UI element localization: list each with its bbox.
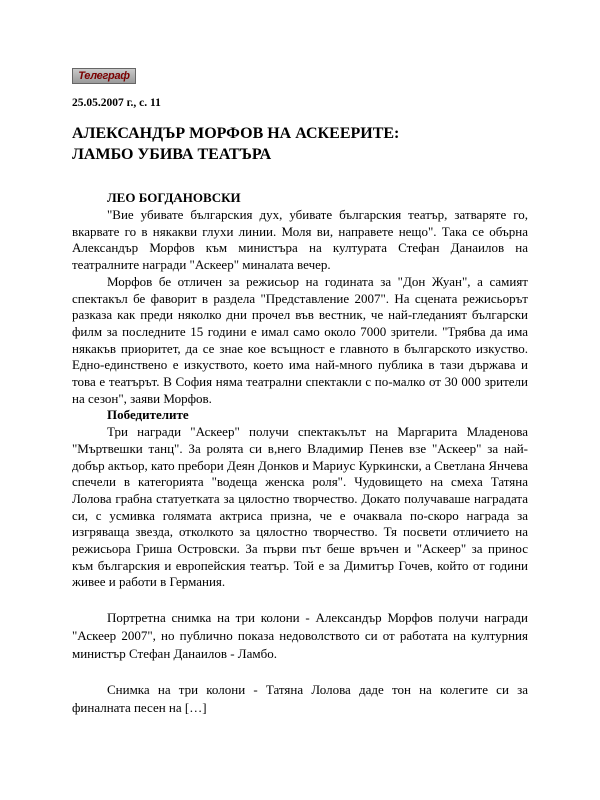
caption-1: Портретна снимка на три колони - Александър Морфов получи награди "Аскеер 2007", но публично показа недоволството си от работата на културния министър Стефан Данаилов - Ламбо. xyxy=(72,610,528,661)
logo-text: Телеграф xyxy=(78,70,130,82)
telegraf-logo xyxy=(72,68,136,84)
dateline: 25.05.2007 г., с. 11 xyxy=(72,97,161,109)
paragraph-1: "Вие убивате българския дух, убивате българския театър, затваряте го, вкарвате го в някакви глухи линии. Моля ви, направете нещо". Така се обърна Александър Морфов към министъра на културата Стефан Данаилов на театралните награди "Аскеер" миналата вечер. xyxy=(72,207,528,273)
subheading: Победителите xyxy=(107,407,189,423)
paragraph-2: Морфов бе отличен за режисьор на годината за "Дон Жуан", а самият спектакъл бе фаворит в раздела "Представление 2007". На сцената режисьорът разказа как преди няколко дни прочел във вестник, че най-гледаният български филм за последните 15 години е имал само около 7000 зрители. "Трябва да има някакъв приоритет, да се знае кое всъщност е главното в българското изкуство. Едно-единствено е изкуството, което има най-много публика в тази държава и това е театърът. В София няма театрални спектакли с по-малко от 30 000 зрители на сезон", заяви Морфов. xyxy=(72,273,528,406)
article-body xyxy=(72,207,528,591)
headline xyxy=(72,123,532,165)
headline-line-1: АЛЕКСАНДЪР МОРФОВ НА АСКЕЕРИТЕ: xyxy=(72,125,400,142)
photo-captions xyxy=(72,609,528,735)
paragraph-3: Три награди "Аскеер" получи спектакълът на Маргарита Младенова "Мъртвешки танц". За ролята си в,него Владимир Пенев взе "Аскеер" за най-добър актьор, като пребори Деян Донков и Мариус Куркински, а Светлана Янчева спечели в категорията "водеща женска роля". Чудовището на смеха Татяна Лолова грабна статуетката за цялостно творчество. Докато получаваше наградата си, с усмивка голямата актриса призна, че е очаквала по-скоро награда за изгряваща звезда, отколкото за цялостно творчество. Тя посвети отличието на режисьора Гриша Островски. За първи път беше връчен и "Аскеер" за принос към българския и европейския театър. Той е за Димитър Гочев, който от години живее и работи в Германия. xyxy=(72,424,528,590)
headline-line-2: ЛАМБО УБИВА ТЕАТЪРА xyxy=(72,146,272,163)
author-byline: ЛЕО БОГДАНОВСКИ xyxy=(107,190,241,205)
caption-2: Снимка на три колони - Татяна Лолова даде тон на колегите си за финалната песен на […] xyxy=(72,682,528,715)
